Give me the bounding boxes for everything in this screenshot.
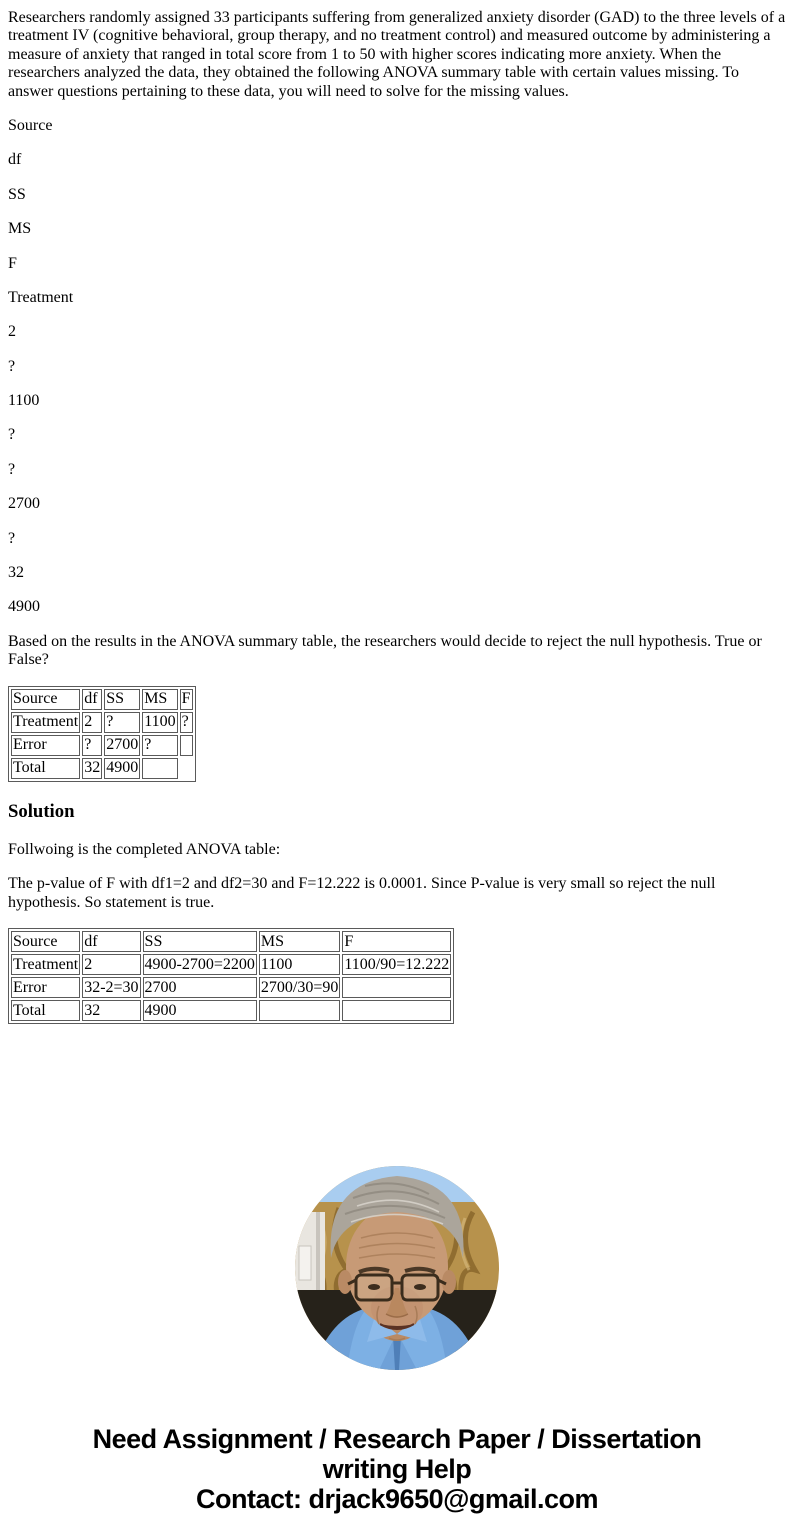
table-row xyxy=(11,1000,451,1021)
table-row xyxy=(11,735,193,756)
table-cell xyxy=(142,758,177,779)
solution-intro: Follwoing is the completed ANOVA table: xyxy=(8,841,281,859)
table-cell: 4900 xyxy=(143,1000,257,1021)
table-cell: Total xyxy=(11,1000,80,1021)
table-row xyxy=(11,931,451,952)
intro-paragraph: Researchers randomly assigned 33 participants suffering from generalized anxiety disorder (GAD) to the three levels of a treatment IV (cognitive behavioral, group therapy, and no treatment control) and measured outcome by administering a measure of anxiety that ranged in total score from 1 to 50 with higher scores indicating more anxiety. When the researchers analyzed the data, they obtained the following ANOVA summary table with certain values missing. To answer questions pertaining to these data, you will need to solve for the missing values. xyxy=(8,9,786,100)
footer-contact-email: Contact: drjack9650@gmail.com xyxy=(196,1483,598,1514)
tutor-avatar xyxy=(8,1166,786,1375)
solution-heading: Solution xyxy=(8,800,75,822)
table-cell: Treatment xyxy=(11,954,80,975)
table-cell: Total xyxy=(11,758,80,779)
value-line: F xyxy=(8,254,17,272)
value-line: 4900 xyxy=(8,598,40,616)
table-row xyxy=(11,689,193,710)
table-cell: SS xyxy=(104,689,140,710)
table-cell: ? xyxy=(104,712,140,733)
table-cell: 2 xyxy=(82,712,102,733)
table-row xyxy=(11,758,193,779)
table-cell: 1100 xyxy=(259,954,340,975)
avatar-photo xyxy=(295,1166,499,1370)
table-cell: 2700/30=90 xyxy=(259,977,340,998)
table-cell: ? xyxy=(180,712,193,733)
table-cell: 4900 xyxy=(104,758,140,779)
table-cell: ? xyxy=(82,735,102,756)
value-line: 32 xyxy=(8,564,24,582)
table-cell: 32 xyxy=(82,1000,140,1021)
table-cell: Error xyxy=(11,735,80,756)
footer-banner xyxy=(8,1424,786,1514)
value-line: Treatment xyxy=(8,288,74,306)
footer-line-2: writing Help xyxy=(322,1453,472,1484)
table-cell: 2700 xyxy=(143,977,257,998)
table-row xyxy=(11,977,451,998)
value-line: ? xyxy=(8,357,16,375)
table-cell xyxy=(259,1000,340,1021)
table-cell: 2700 xyxy=(104,735,140,756)
table-cell: 32-2=30 xyxy=(82,977,140,998)
table-cell: Source xyxy=(11,931,80,952)
table-cell: df xyxy=(82,931,140,952)
table-cell: F xyxy=(342,931,451,952)
table-cell: Error xyxy=(11,977,80,998)
table-cell: MS xyxy=(259,931,340,952)
table-cell: SS xyxy=(143,931,257,952)
table-cell xyxy=(180,735,193,756)
value-line: df xyxy=(8,151,22,169)
table-cell: F xyxy=(180,689,193,710)
table-cell: 32 xyxy=(82,758,102,779)
table-row xyxy=(11,712,193,733)
value-line: MS xyxy=(8,220,32,238)
question-paragraph: Based on the results in the ANOVA summary table, the researchers would decide to reject the null hypothesis. True or False? xyxy=(8,632,762,669)
value-line: Source xyxy=(8,116,53,134)
table-cell: 1100/90=12.222 xyxy=(342,954,451,975)
value-line: 2700 xyxy=(8,495,40,513)
table-cell: df xyxy=(82,689,102,710)
value-line: ? xyxy=(8,460,16,478)
table-cell: 1100 xyxy=(142,712,177,733)
table-cell: Treatment xyxy=(11,712,80,733)
table-cell: 2 xyxy=(82,954,140,975)
table-cell xyxy=(342,977,451,998)
solution-explanation: The p-value of F with df1=2 and df2=30 and F=12.222 is 0.0001. Since P-value is very small so reject the null hypothesis. So statement is true. xyxy=(8,875,716,911)
anova-summary-table xyxy=(8,686,196,782)
footer-line-1: Need Assignment / Research Paper / Dissertation xyxy=(92,1423,702,1454)
table-row xyxy=(11,954,451,975)
value-line: ? xyxy=(8,426,16,444)
table-cell: MS xyxy=(142,689,177,710)
table-cell: ? xyxy=(142,735,177,756)
table-cell xyxy=(342,1000,451,1021)
value-line: 1100 xyxy=(8,392,40,410)
table-cell: Source xyxy=(11,689,80,710)
table-cell: 4900-2700=2200 xyxy=(143,954,257,975)
value-line: 2 xyxy=(8,323,16,341)
value-line: ? xyxy=(8,529,16,547)
anova-completed-table xyxy=(8,928,454,1024)
value-line: SS xyxy=(8,185,26,203)
value-list xyxy=(8,117,786,617)
